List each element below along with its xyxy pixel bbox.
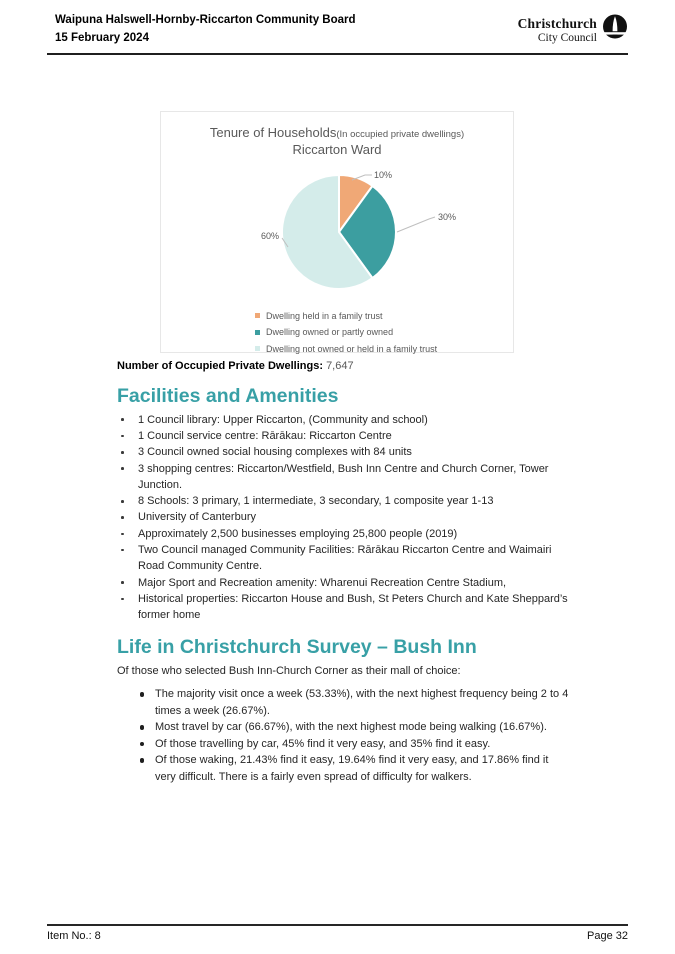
- facilities-list: [117, 412, 569, 624]
- council-logo: [518, 14, 628, 47]
- pie-percent-label: 60%: [260, 230, 279, 241]
- list-item: The majority visit once a week (53.33%), with the next highest frequency being 2 to 4 times a week (26.67%).: [117, 686, 569, 719]
- list-item: Of those travelling by car, 45% find it very easy, and 35% find it easy.: [117, 736, 569, 753]
- legend-label: Dwelling held in a family trust: [266, 310, 383, 321]
- facilities-heading: Facilities and Amenities: [117, 384, 339, 407]
- legend-item: [255, 308, 437, 325]
- list-item: Most travel by car (66.67%), with the next highest mode being walking (16.67%).: [117, 719, 569, 736]
- dwellings-note: [117, 360, 675, 372]
- legend-item: [255, 324, 437, 341]
- council-logo-text: [518, 17, 597, 43]
- legend-item: [255, 341, 437, 358]
- list-item: Two Council managed Community Facilities: Rārākau Riccarton Centre and Waimairi Road Community Centre.: [117, 542, 569, 575]
- list-item: 3 shopping centres: Riccarton/Westfield, Bush Inn Centre and Church Corner, Tower Junction.: [117, 461, 569, 494]
- footer-page-number: Page 32: [587, 930, 628, 942]
- list-item: Approximately 2,500 businesses employing 25,800 people (2019): [117, 526, 569, 542]
- council-logo-icon: [602, 14, 628, 47]
- council-logo-line1: Christchurch: [517, 16, 597, 32]
- tenure-chart-card: [160, 111, 514, 353]
- legend-label: Dwelling owned or partly owned: [266, 327, 394, 338]
- list-item: 8 Schools: 3 primary, 1 intermediate, 3 secondary, 1 composite year 1-13: [117, 493, 569, 509]
- survey-intro: Of those who selected Bush Inn-Church Corner as their mall of choice:: [117, 665, 461, 678]
- pie-percent-label: 10%: [374, 169, 393, 180]
- dwellings-note-value: 7,647: [326, 359, 354, 372]
- chart-legend: [255, 308, 437, 358]
- chart-title: [161, 112, 513, 142]
- survey-list: [117, 686, 569, 785]
- legend-swatch-not-owned: [255, 346, 260, 351]
- list-item: University of Canterbury: [117, 509, 569, 525]
- list-item: 3 Council owned social housing complexes with 84 units: [117, 444, 569, 460]
- meeting-date: 15 February 2024: [55, 31, 149, 44]
- list-item: Historical properties: Riccarton House and Bush, St Peters Church and Kate Sheppard’s former home: [117, 591, 569, 624]
- footer-item-number: Item No.: 8: [47, 930, 101, 942]
- legend-swatch-owned: [255, 330, 260, 335]
- survey-heading: Life in Christchurch Survey – Bush Inn: [117, 636, 477, 659]
- page-header: [47, 12, 628, 55]
- header-titles: [55, 12, 356, 48]
- chart-subtitle: Riccarton Ward: [292, 141, 382, 157]
- pie-percent-label: 30%: [438, 211, 457, 222]
- board-name: Waipuna Halswell-Hornby-Riccarton Community Board: [55, 14, 356, 26]
- list-item: 1 Council service centre: Rārākau: Riccarton Centre: [117, 428, 569, 444]
- chart-title-main: Tenure of Households: [209, 124, 337, 140]
- legend-label: Dwelling not owned or held in a family trust: [266, 343, 438, 354]
- chart-title-note: (In occupied private dwellings): [336, 128, 465, 140]
- council-logo-line2: City Council: [537, 31, 597, 44]
- list-item: Of those waking, 21.43% find it easy, 19.64% find it very easy, and 17.86% find it very difficult. There is a fairly even spread of difficulty for walkers.: [117, 752, 569, 785]
- pie-label-leader: [397, 217, 435, 232]
- list-item: Major Sport and Recreation amenity: Wharenui Recreation Centre Stadium,: [117, 575, 569, 591]
- dwellings-note-label: Number of Occupied Private Dwellings:: [117, 359, 323, 372]
- list-item: 1 Council library: Upper Riccarton, (Community and school): [117, 412, 569, 428]
- page-footer: [47, 924, 628, 942]
- legend-swatch-family-trust: [255, 313, 260, 318]
- pie-chart: [161, 162, 515, 307]
